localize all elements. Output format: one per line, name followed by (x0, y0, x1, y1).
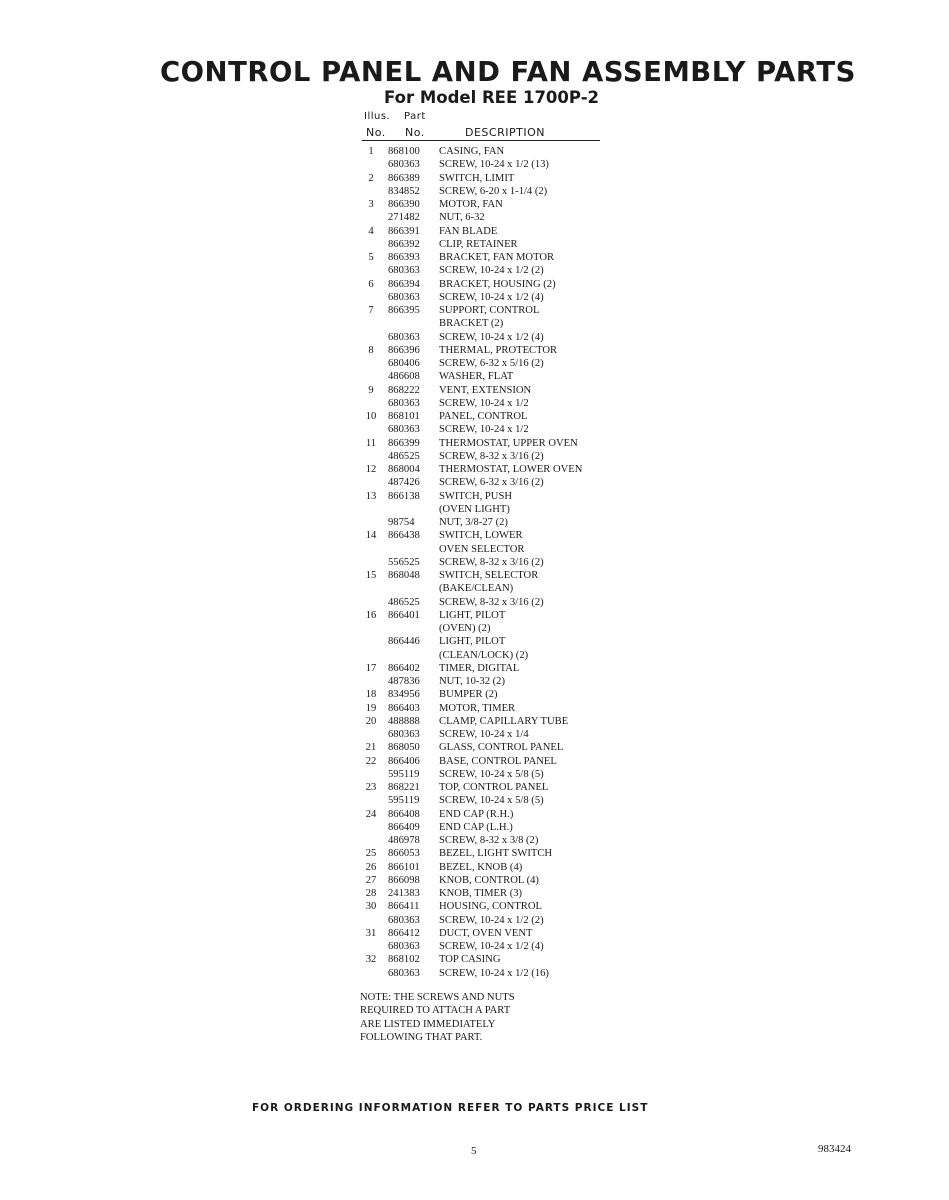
part-number: 98754 (388, 517, 415, 528)
part-number: 866438 (388, 530, 420, 542)
part-number: 680363 (388, 967, 420, 979)
part-number: 680363 (388, 331, 420, 343)
parts-row (362, 874, 662, 887)
part-description: SCREW, 10-24 x 1/2 (439, 397, 529, 409)
part-description: PANEL, CONTROL (439, 411, 528, 422)
parts-row (362, 781, 662, 794)
part-description: TOP, CONTROL PANEL (439, 782, 549, 793)
part-number: 486525 (388, 596, 420, 608)
part-number: 868221 (388, 782, 420, 793)
illus-number: 1 (368, 146, 374, 157)
part-description: (OVEN) (2) (439, 623, 491, 634)
part-description: BUMPER (2) (439, 689, 498, 701)
part-number: 868048 (388, 570, 420, 581)
parts-row (362, 158, 662, 171)
part-number: 680363 (388, 914, 420, 926)
part-number: 866409 (388, 821, 420, 833)
part-number: 866393 (388, 252, 420, 263)
part-number: 868102 (388, 954, 420, 966)
part-number: 680363 (388, 291, 420, 303)
part-description: VENT, EXTENSION (439, 384, 532, 396)
part-description: BRACKET (2) (439, 318, 504, 330)
part-description: SCREW, 10-24 x 1/4 (439, 729, 529, 740)
parts-row (362, 596, 662, 609)
part-number: 271482 (388, 212, 420, 224)
illus-number: 2 (368, 172, 374, 184)
illus-number: 32 (365, 954, 377, 966)
illus-number: 18 (365, 689, 377, 701)
part-description: BEZEL, LIGHT SWITCH (439, 848, 553, 860)
header-part-no: No. (405, 126, 425, 139)
part-number: 680363 (388, 941, 420, 952)
part-description: (CLEAN/LOCK) (2) (439, 649, 529, 661)
parts-row (362, 927, 662, 940)
part-number: 866394 (388, 278, 420, 290)
part-number: 866402 (388, 662, 420, 674)
part-description: END CAP (L.H.) (439, 821, 513, 833)
part-description: THERMOSTAT, LOWER OVEN (439, 464, 583, 475)
part-number: 486978 (388, 835, 420, 846)
parts-row (362, 609, 662, 622)
part-number: 866395 (388, 305, 420, 316)
parts-row (362, 582, 662, 595)
parts-row (362, 556, 662, 569)
illus-number: 20 (365, 715, 377, 727)
part-number: 834852 (388, 185, 420, 197)
illus-number: 8 (368, 344, 374, 356)
part-description: END CAP (R.H.) (439, 808, 514, 820)
illus-number: 24 (365, 808, 377, 820)
parts-row (362, 238, 662, 251)
part-number: 866053 (388, 848, 420, 860)
illus-number: 4 (368, 225, 374, 237)
illus-number: 5 (368, 252, 374, 263)
part-description: SCREW, 8-32 x 3/8 (2) (439, 835, 539, 846)
illus-number: 10 (365, 411, 377, 422)
parts-row (362, 211, 662, 224)
illus-number: 19 (365, 702, 377, 714)
document-code: 983424 (818, 1143, 851, 1155)
parts-row (362, 953, 662, 966)
parts-row (362, 410, 662, 423)
parts-row (362, 834, 662, 847)
parts-row (362, 715, 662, 728)
part-description: SCREW, 10-24 x 1/2 (4) (439, 941, 544, 952)
illus-number: 9 (368, 384, 374, 396)
part-number: 866098 (388, 874, 420, 886)
part-description: CLIP, RETAINER (439, 238, 518, 250)
part-number: 488888 (388, 715, 420, 727)
part-number: 868004 (388, 464, 420, 475)
part-number: 486525 (388, 450, 420, 462)
part-description: TOP CASING (439, 954, 501, 966)
parts-row (362, 529, 662, 542)
parts-row (362, 291, 662, 304)
illus-number: 16 (365, 609, 377, 621)
part-number: 868222 (388, 384, 420, 396)
part-description: SWITCH, PUSH (439, 490, 512, 502)
part-description: KNOB, CONTROL (4) (439, 874, 539, 886)
parts-row (362, 463, 662, 476)
part-number: 487836 (388, 676, 420, 687)
illus-number: 7 (368, 305, 374, 316)
page-number: 5 (471, 1145, 477, 1157)
parts-row (362, 476, 662, 489)
illus-number: 13 (365, 490, 377, 502)
part-number: 866411 (388, 901, 420, 913)
part-description: SCREW, 10-24 x 1/2 (2) (439, 914, 544, 926)
part-number: 866406 (388, 755, 420, 767)
header-illus: Illus. (364, 111, 391, 122)
parts-row (362, 331, 662, 344)
header-description: DESCRIPTION (465, 126, 545, 139)
illus-number: 22 (365, 755, 377, 767)
parts-row (362, 503, 662, 516)
illus-number: 23 (365, 782, 377, 793)
note (360, 991, 515, 1044)
parts-row (362, 543, 662, 556)
part-number: 595119 (388, 768, 420, 780)
parts-row (362, 384, 662, 397)
part-number: 595119 (388, 795, 420, 807)
parts-row (362, 702, 662, 715)
parts-row (362, 251, 662, 264)
parts-row (362, 423, 662, 436)
parts-row (362, 278, 662, 291)
parts-row (362, 768, 662, 781)
part-number: 866138 (388, 490, 420, 502)
parts-row (362, 225, 662, 238)
header-part: Part (404, 111, 426, 122)
part-description: SCREW, 10-24 x 5/8 (5) (439, 768, 544, 780)
header-no: No. (366, 126, 386, 139)
part-number: 486608 (388, 371, 420, 383)
illus-number: 12 (365, 464, 377, 475)
parts-row (362, 317, 662, 330)
illus-number: 31 (365, 927, 377, 939)
part-number: 834956 (388, 689, 420, 701)
part-number: 866392 (388, 238, 420, 250)
header-rule (362, 140, 600, 141)
part-description: CASING, FAN (439, 146, 505, 157)
part-description: THERMOSTAT, UPPER OVEN (439, 437, 578, 449)
part-description: SCREW, 10-24 x 1/2 (16) (439, 967, 549, 979)
part-description: SCREW, 6-32 x 5/16 (2) (439, 358, 544, 369)
part-description: BRACKET, HOUSING (2) (439, 278, 556, 290)
part-number: 866389 (388, 172, 420, 184)
part-description: DUCT, OVEN VENT (439, 927, 533, 939)
part-description: SCREW, 10-24 x 1/2 (439, 424, 529, 436)
part-description: TIMER, DIGITAL (439, 662, 520, 674)
illus-number: 30 (365, 901, 377, 913)
part-number: 556525 (388, 556, 420, 568)
illus-number: 27 (365, 874, 377, 886)
note-line: ARE LISTED IMMEDIATELY (360, 1018, 496, 1030)
part-number: 866446 (388, 636, 420, 648)
illus-number: 15 (365, 570, 377, 581)
part-description: SWITCH, SELECTOR (439, 570, 539, 581)
part-description: SCREW, 10-24 x 1/2 (4) (439, 331, 544, 343)
parts-row (362, 821, 662, 834)
illus-number: 11 (365, 437, 377, 449)
part-number: 868101 (388, 411, 420, 422)
part-description: SCREW, 10-24 x 5/8 (5) (439, 795, 544, 807)
parts-row (362, 172, 662, 185)
part-description: SCREW, 6-20 x 1-1/4 (2) (439, 185, 548, 197)
part-description: FAN BLADE (439, 225, 498, 237)
page-title: CONTROL PANEL AND FAN ASSEMBLY PARTS (160, 56, 856, 88)
illus-number: 26 (365, 861, 377, 873)
part-description: SCREW, 8-32 x 3/16 (2) (439, 556, 544, 568)
part-description: SCREW, 10-24 x 1/2 (4) (439, 291, 544, 303)
part-description: THERMAL, PROTECTOR (439, 344, 558, 356)
part-description: (BAKE/CLEAN) (439, 583, 514, 595)
parts-row (362, 728, 662, 741)
part-description: LIGHT, PILOT (439, 636, 506, 648)
part-description: SCREW, 10-24 x 1/2 (2) (439, 265, 544, 277)
part-number: 866408 (388, 808, 420, 820)
part-description: MOTOR, FAN (439, 199, 503, 210)
part-number: 680363 (388, 424, 420, 436)
illus-number: 28 (365, 888, 377, 899)
part-description: KNOB, TIMER (3) (439, 888, 523, 899)
part-description: NUT, 10-32 (2) (439, 676, 505, 687)
illus-number: 25 (365, 848, 377, 860)
part-number: 487426 (388, 477, 420, 489)
part-number: 866399 (388, 437, 420, 449)
parts-row (362, 847, 662, 860)
parts-row (362, 914, 662, 927)
part-description: SWITCH, LOWER (439, 530, 523, 542)
parts-row (362, 887, 662, 900)
parts-row (362, 198, 662, 211)
part-number: 680406 (388, 358, 420, 369)
part-number: 866390 (388, 199, 420, 210)
part-number: 680363 (388, 729, 420, 740)
parts-row (362, 490, 662, 503)
parts-row (362, 437, 662, 450)
parts-row (362, 675, 662, 688)
part-description: NUT, 6-32 (439, 212, 485, 224)
part-description: BASE, CONTROL PANEL (439, 755, 557, 767)
parts-row (362, 808, 662, 821)
part-description: SCREW, 6-32 x 3/16 (2) (439, 477, 544, 489)
parts-row (362, 370, 662, 383)
part-description: CLAMP, CAPILLARY TUBE (439, 715, 569, 727)
part-description: HOUSING, CONTROL (439, 901, 542, 913)
parts-row (362, 861, 662, 874)
part-description: BEZEL, KNOB (4) (439, 861, 523, 873)
part-description: SCREW, 8-32 x 3/16 (2) (439, 450, 544, 462)
parts-row (362, 145, 662, 158)
part-number: 866396 (388, 344, 420, 356)
part-number: 680363 (388, 265, 420, 277)
illus-number: 21 (365, 742, 377, 754)
parts-row (362, 264, 662, 277)
parts-row (362, 450, 662, 463)
note-line: REQUIRED TO ATTACH A PART (360, 1005, 511, 1017)
parts-row (362, 649, 662, 662)
parts-row (362, 185, 662, 198)
parts-row (362, 967, 662, 980)
part-number: 866412 (388, 927, 420, 939)
part-number: 680363 (388, 159, 420, 171)
part-description: SCREW, 8-32 x 3/16 (2) (439, 596, 544, 608)
illus-number: 3 (368, 199, 374, 210)
parts-row (362, 516, 662, 529)
part-description: SUPPORT, CONTROL (439, 305, 540, 316)
parts-row (362, 622, 662, 635)
part-description: WASHER, FLAT (439, 371, 514, 383)
parts-row (362, 688, 662, 701)
parts-row (362, 741, 662, 754)
part-number: 680363 (388, 397, 420, 409)
parts-row (362, 900, 662, 913)
part-description: MOTOR, TIMER (439, 702, 516, 714)
note-line: NOTE: THE SCREWS AND NUTS (360, 992, 515, 1003)
parts-row (362, 569, 662, 582)
part-number: 868100 (388, 146, 420, 157)
part-description: SCREW, 10-24 x 1/2 (13) (439, 159, 549, 171)
illus-number: 6 (368, 278, 374, 290)
parts-row (362, 357, 662, 370)
parts-row (362, 755, 662, 768)
parts-row (362, 940, 662, 953)
note-line: FOLLOWING THAT PART. (360, 1031, 483, 1043)
parts-row (362, 794, 662, 807)
part-number: 866391 (388, 225, 420, 237)
part-number: 866401 (388, 609, 420, 621)
illus-number: 14 (365, 530, 377, 542)
parts-list (362, 145, 662, 980)
parts-row (362, 304, 662, 317)
parts-row (362, 635, 662, 648)
part-description: (OVEN LIGHT) (439, 503, 510, 515)
parts-row (362, 397, 662, 410)
page-subtitle: For Model REE 1700P-2 (384, 88, 600, 107)
illus-number: 17 (365, 662, 377, 674)
part-description: SWITCH, LIMIT (439, 172, 515, 184)
part-description: OVEN SELECTOR (439, 543, 525, 555)
part-description: BRACKET, FAN MOTOR (439, 252, 555, 263)
part-description: GLASS, CONTROL PANEL (439, 742, 564, 754)
part-number: 866101 (388, 861, 420, 873)
part-description: NUT, 3/8-27 (2) (439, 517, 508, 528)
parts-row (362, 662, 662, 675)
parts-row (362, 344, 662, 357)
ordering-info: FOR ORDERING INFORMATION REFER TO PARTS PRICE LIST (252, 1102, 649, 1114)
part-number: 868050 (388, 742, 420, 754)
part-description: LIGHT, PILOT (439, 609, 506, 621)
part-number: 241383 (388, 888, 420, 899)
part-number: 866403 (388, 702, 420, 714)
